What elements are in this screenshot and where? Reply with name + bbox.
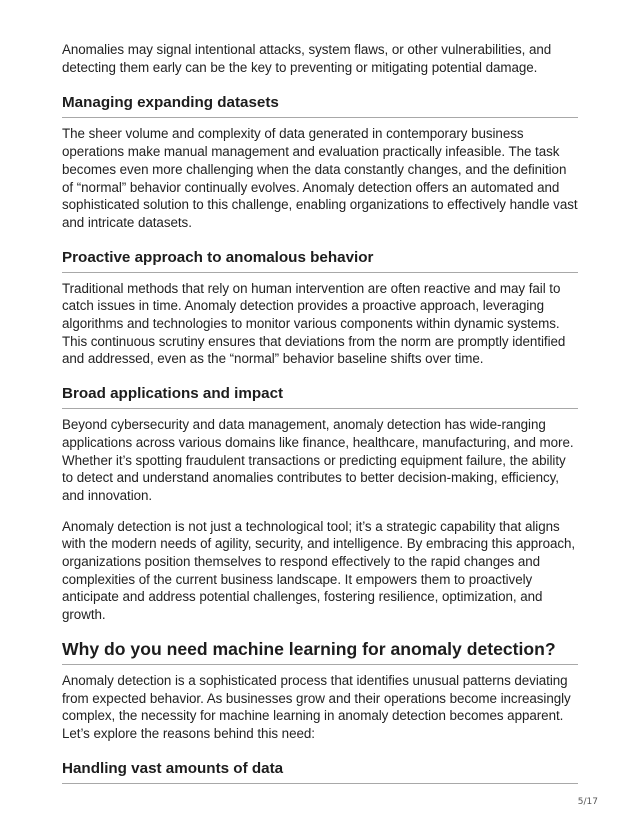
intro-paragraph: Anomalies may signal intentional attacks, system flaws, or other vulnerabilities, and detecting them early can be the key to preventing or mitigating potential damage.	[62, 42, 552, 75]
section-paragraph: Beyond cybersecurity and data management, anomaly detection has wide-ranging applications across various domains like finance, healthcare, manufacturing, and more. Whether it’s spotting fraudulent transactions or predicting equipment failure, the ability to detect and understand anomalies contributes to better decision-making, efficiency, and innovation.	[62, 417, 574, 503]
section-paragraph: Traditional methods that rely on human intervention are often reactive and may fail to catch issues in time. Anomaly detection provides a proactive approach, leveraging algorithms and technologies to monitor various components within dynamic systems. This continuous scrutiny ensures that deviations from the norm are promptly identified and addressed, even as the “normal” behavior baseline shifts over time.	[62, 280, 566, 367]
section-paragraph: The sheer volume and complexity of data generated in contemporary business operations make manual management and evaluation practically infeasible. The task becomes even more challenging when the data constantly changes, and the definition of “normal” behavior continually evolves. Anomaly detection offers an automated and sophisticated solution to this challenge, enabling organizations to effectively handle vast and intricate datasets.	[62, 126, 578, 230]
main-heading-why-ml: Why do you need machine learning for anomaly detection?	[62, 638, 556, 659]
section-divider	[62, 783, 578, 784]
page-number: 5/17	[577, 797, 598, 807]
section-heading-proactive-approach: Proactive approach to anomalous behavior	[62, 248, 374, 266]
section-divider	[62, 664, 578, 665]
section-paragraph: Anomaly detection is not just a technological tool; it’s a strategic capability that aligns with the modern needs of agility, security, and intelligence. By embracing this approach, organizations position themselves to respond effectively to the rapid changes and complexities of the current business landscape. It empowers them to proactively anticipate and address potential challenges, fostering resilience, optimization, and growth.	[62, 518, 576, 623]
section-divider	[62, 272, 578, 273]
document-body	[62, 41, 578, 784]
section-divider	[62, 117, 578, 118]
section-heading-managing-datasets: Managing expanding datasets	[62, 94, 279, 112]
subheading-handling-data: Handling vast amounts of data	[62, 759, 284, 777]
section-heading-broad-applications: Broad applications and impact	[62, 385, 284, 403]
main-paragraph: Anomaly detection is a sophisticated process that identifies unusual patterns deviating from expected behavior. As businesses grow and their operations become increasingly complex, the necessity for machine learning in anomaly detection becomes apparent. Let’s explore the reasons behind this need:	[62, 672, 571, 741]
section-divider	[62, 408, 578, 409]
